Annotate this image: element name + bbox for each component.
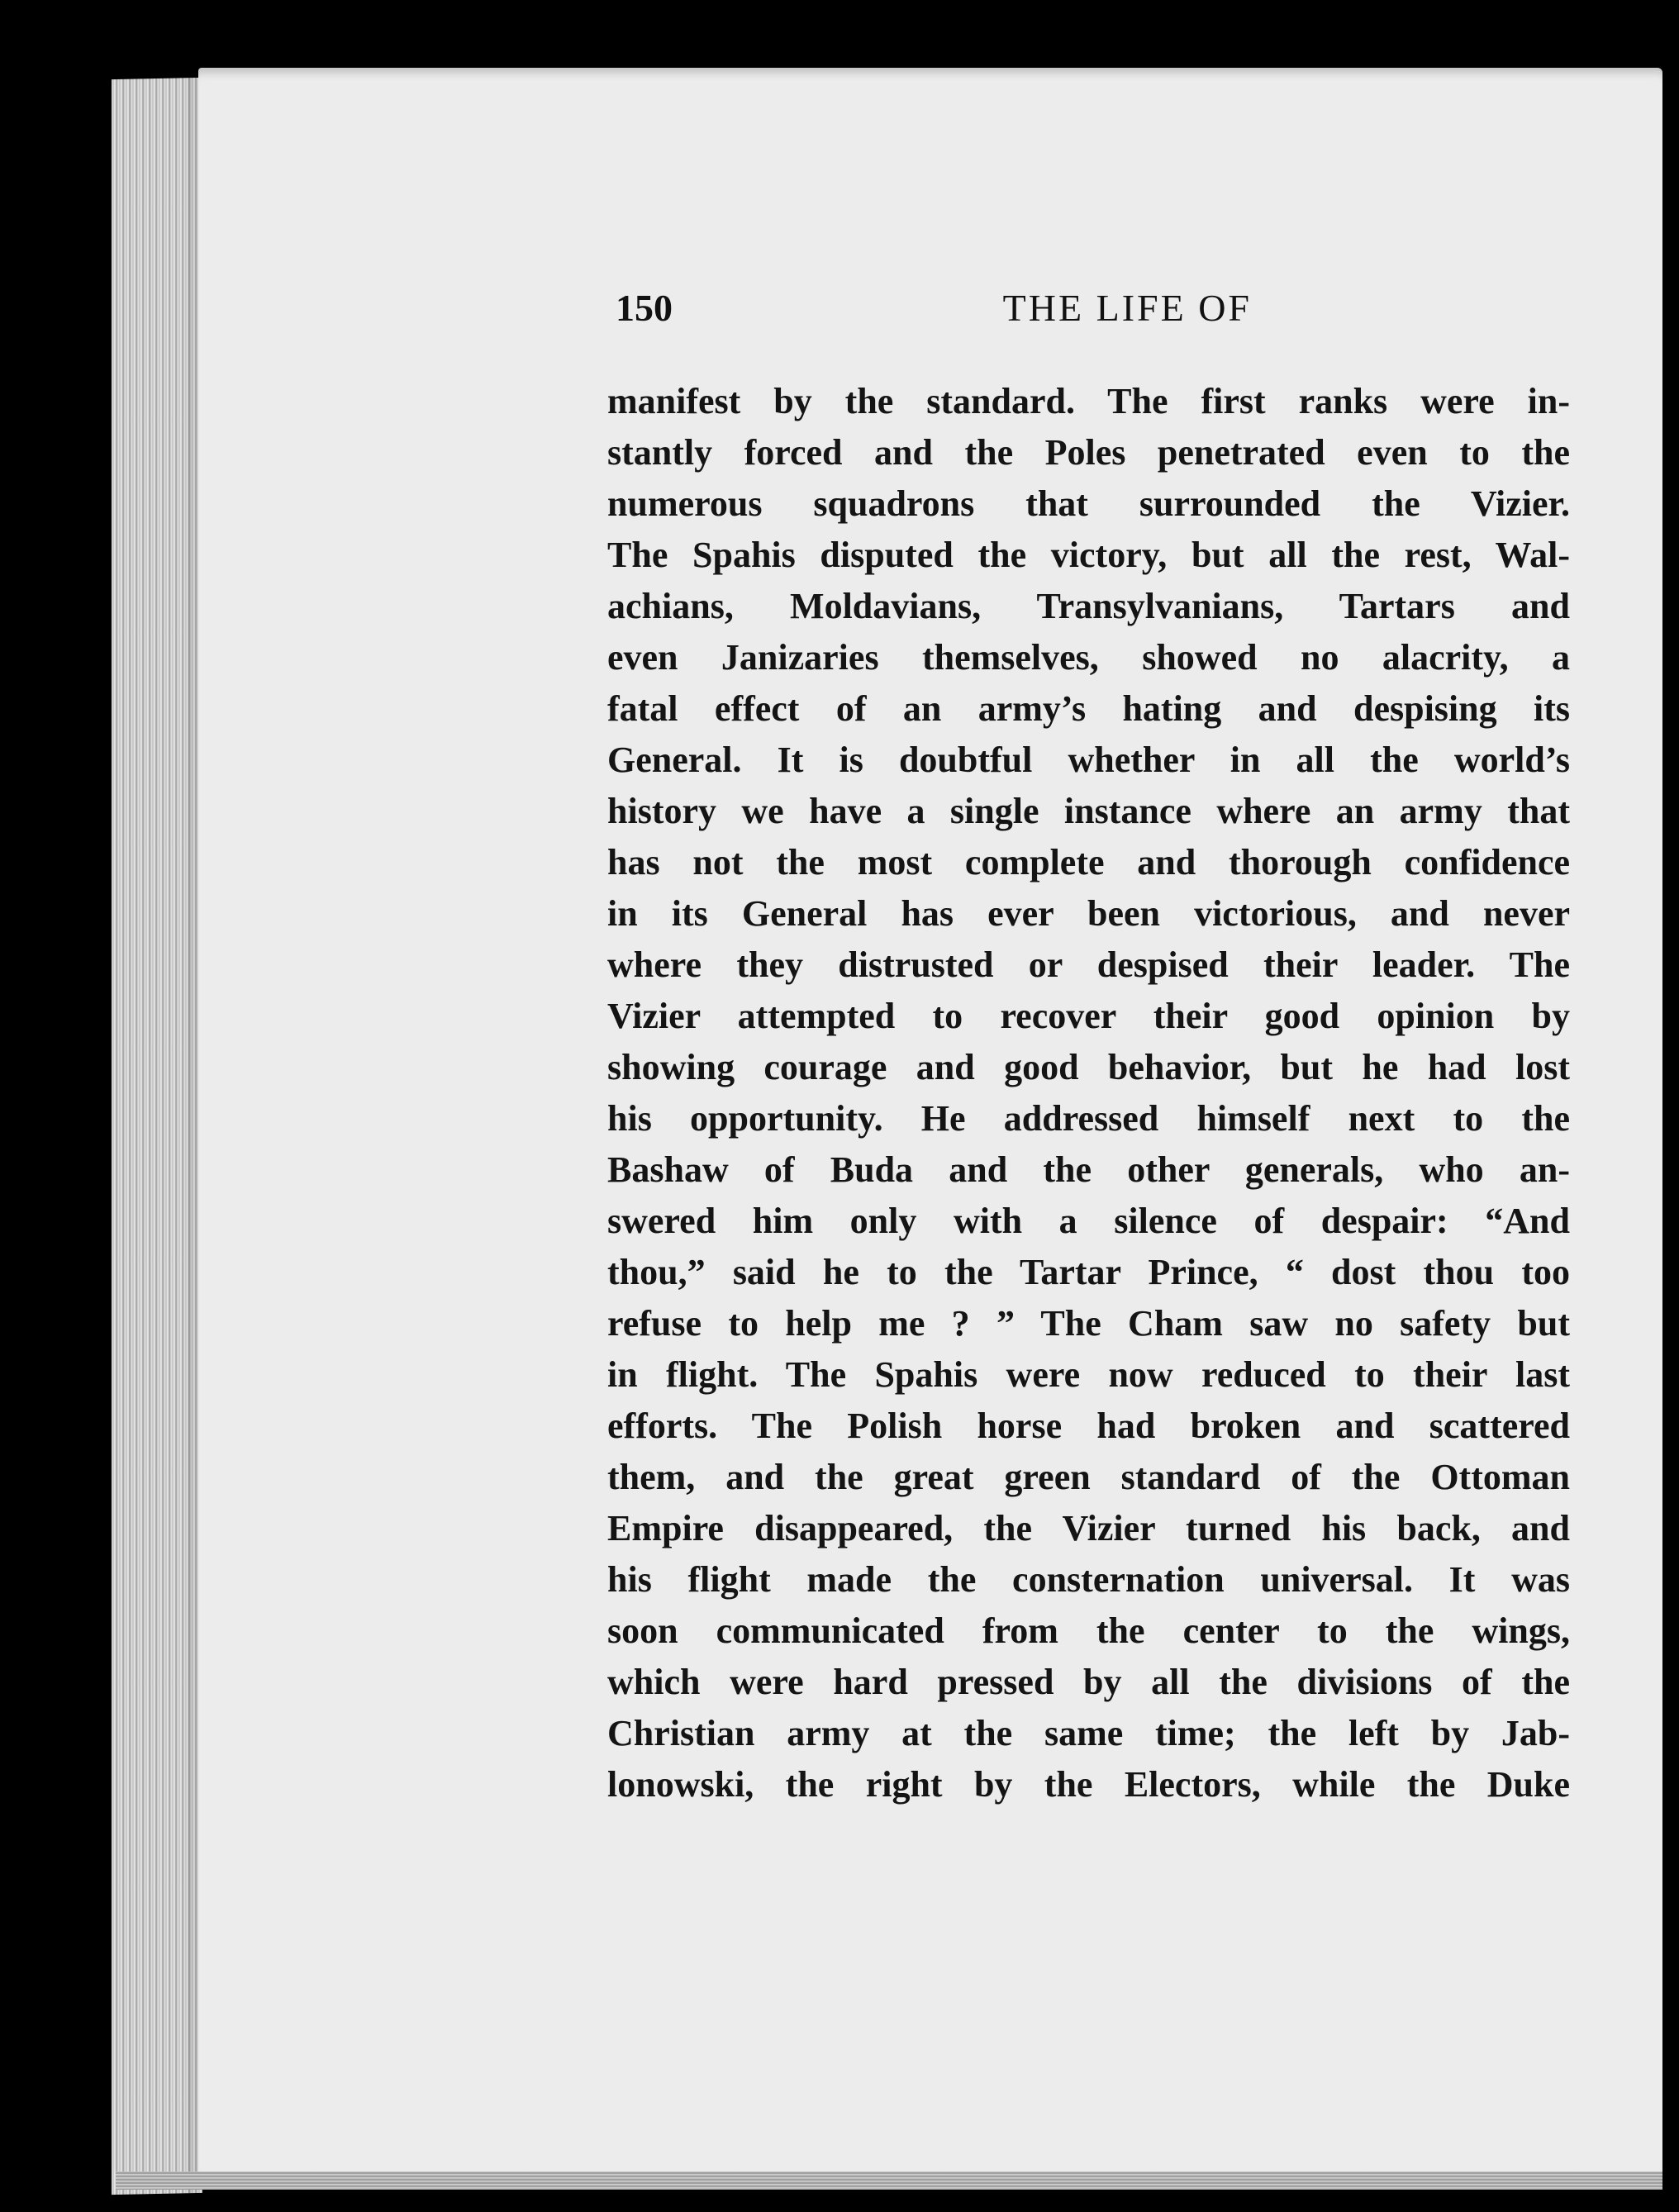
text-line: in its General has ever been victorious, and never bbox=[607, 893, 1570, 934]
text-line: numerous squadrons that surrounded the Vizier. bbox=[607, 483, 1570, 524]
text-line: Christian army at the same time; the left by Jab- bbox=[607, 1713, 1570, 1753]
text-line: where they distrusted or despised their leader. The bbox=[607, 944, 1570, 985]
text-line: which were hard pressed by all the divisions of the bbox=[607, 1662, 1570, 1702]
text-line: lonowski, the right by the Electors, while the Duke bbox=[607, 1764, 1570, 1805]
text-line: showing courage and good behavior, but he had lost bbox=[607, 1047, 1570, 1087]
text-line: them, and the great green standard of the Ottoman bbox=[607, 1457, 1570, 1497]
running-head: THE LIFE OF bbox=[1002, 287, 1252, 329]
text-line: manifest by the standard. The first ranks were in- bbox=[607, 381, 1570, 421]
text-line: achians, Moldavians, Transylvanians, Tartars and bbox=[607, 586, 1570, 626]
text-line: his opportunity. He addressed himself next to the bbox=[607, 1098, 1570, 1139]
text-line: Vizier attempted to recover their good opinion by bbox=[607, 996, 1570, 1036]
text-line: refuse to help me ? ” The Cham saw no safety but bbox=[607, 1303, 1570, 1344]
text-line: The Spahis disputed the victory, but all the rest, Wal- bbox=[607, 535, 1570, 575]
text-line: thou,” said he to the Tartar Prince, “ dost thou too bbox=[607, 1252, 1570, 1292]
page-edge-stack bbox=[112, 78, 202, 2195]
text-line: swered him only with a silence of despair: “And bbox=[607, 1201, 1570, 1241]
page-bottom-edge bbox=[116, 2172, 1662, 2190]
text-line: Empire disappeared, the Vizier turned his back, and bbox=[607, 1508, 1570, 1548]
text-line: even Janizaries themselves, showed no alacrity, a bbox=[607, 637, 1570, 678]
text-line: stantly forced and the Poles penetrated even to the bbox=[607, 432, 1570, 473]
text-line: fatal effect of an army’s hating and despising its bbox=[607, 688, 1570, 729]
page-number: 150 bbox=[616, 287, 673, 329]
text-line: his flight made the consternation universal. It was bbox=[607, 1559, 1570, 1600]
body-text bbox=[607, 376, 1570, 1810]
page-header bbox=[616, 283, 1252, 333]
text-line: soon communicated from the center to the wings, bbox=[607, 1610, 1570, 1651]
text-line: General. It is doubtful whether in all the world’s bbox=[607, 740, 1570, 780]
text-line: efforts. The Polish horse had broken and scattered bbox=[607, 1406, 1570, 1446]
text-line: in flight. The Spahis were now reduced to their last bbox=[607, 1354, 1570, 1395]
text-line: has not the most complete and thorough confidence bbox=[607, 842, 1570, 882]
text-line: history we have a single instance where an army that bbox=[607, 791, 1570, 831]
text-line: Bashaw of Buda and the other generals, who an- bbox=[607, 1149, 1570, 1190]
